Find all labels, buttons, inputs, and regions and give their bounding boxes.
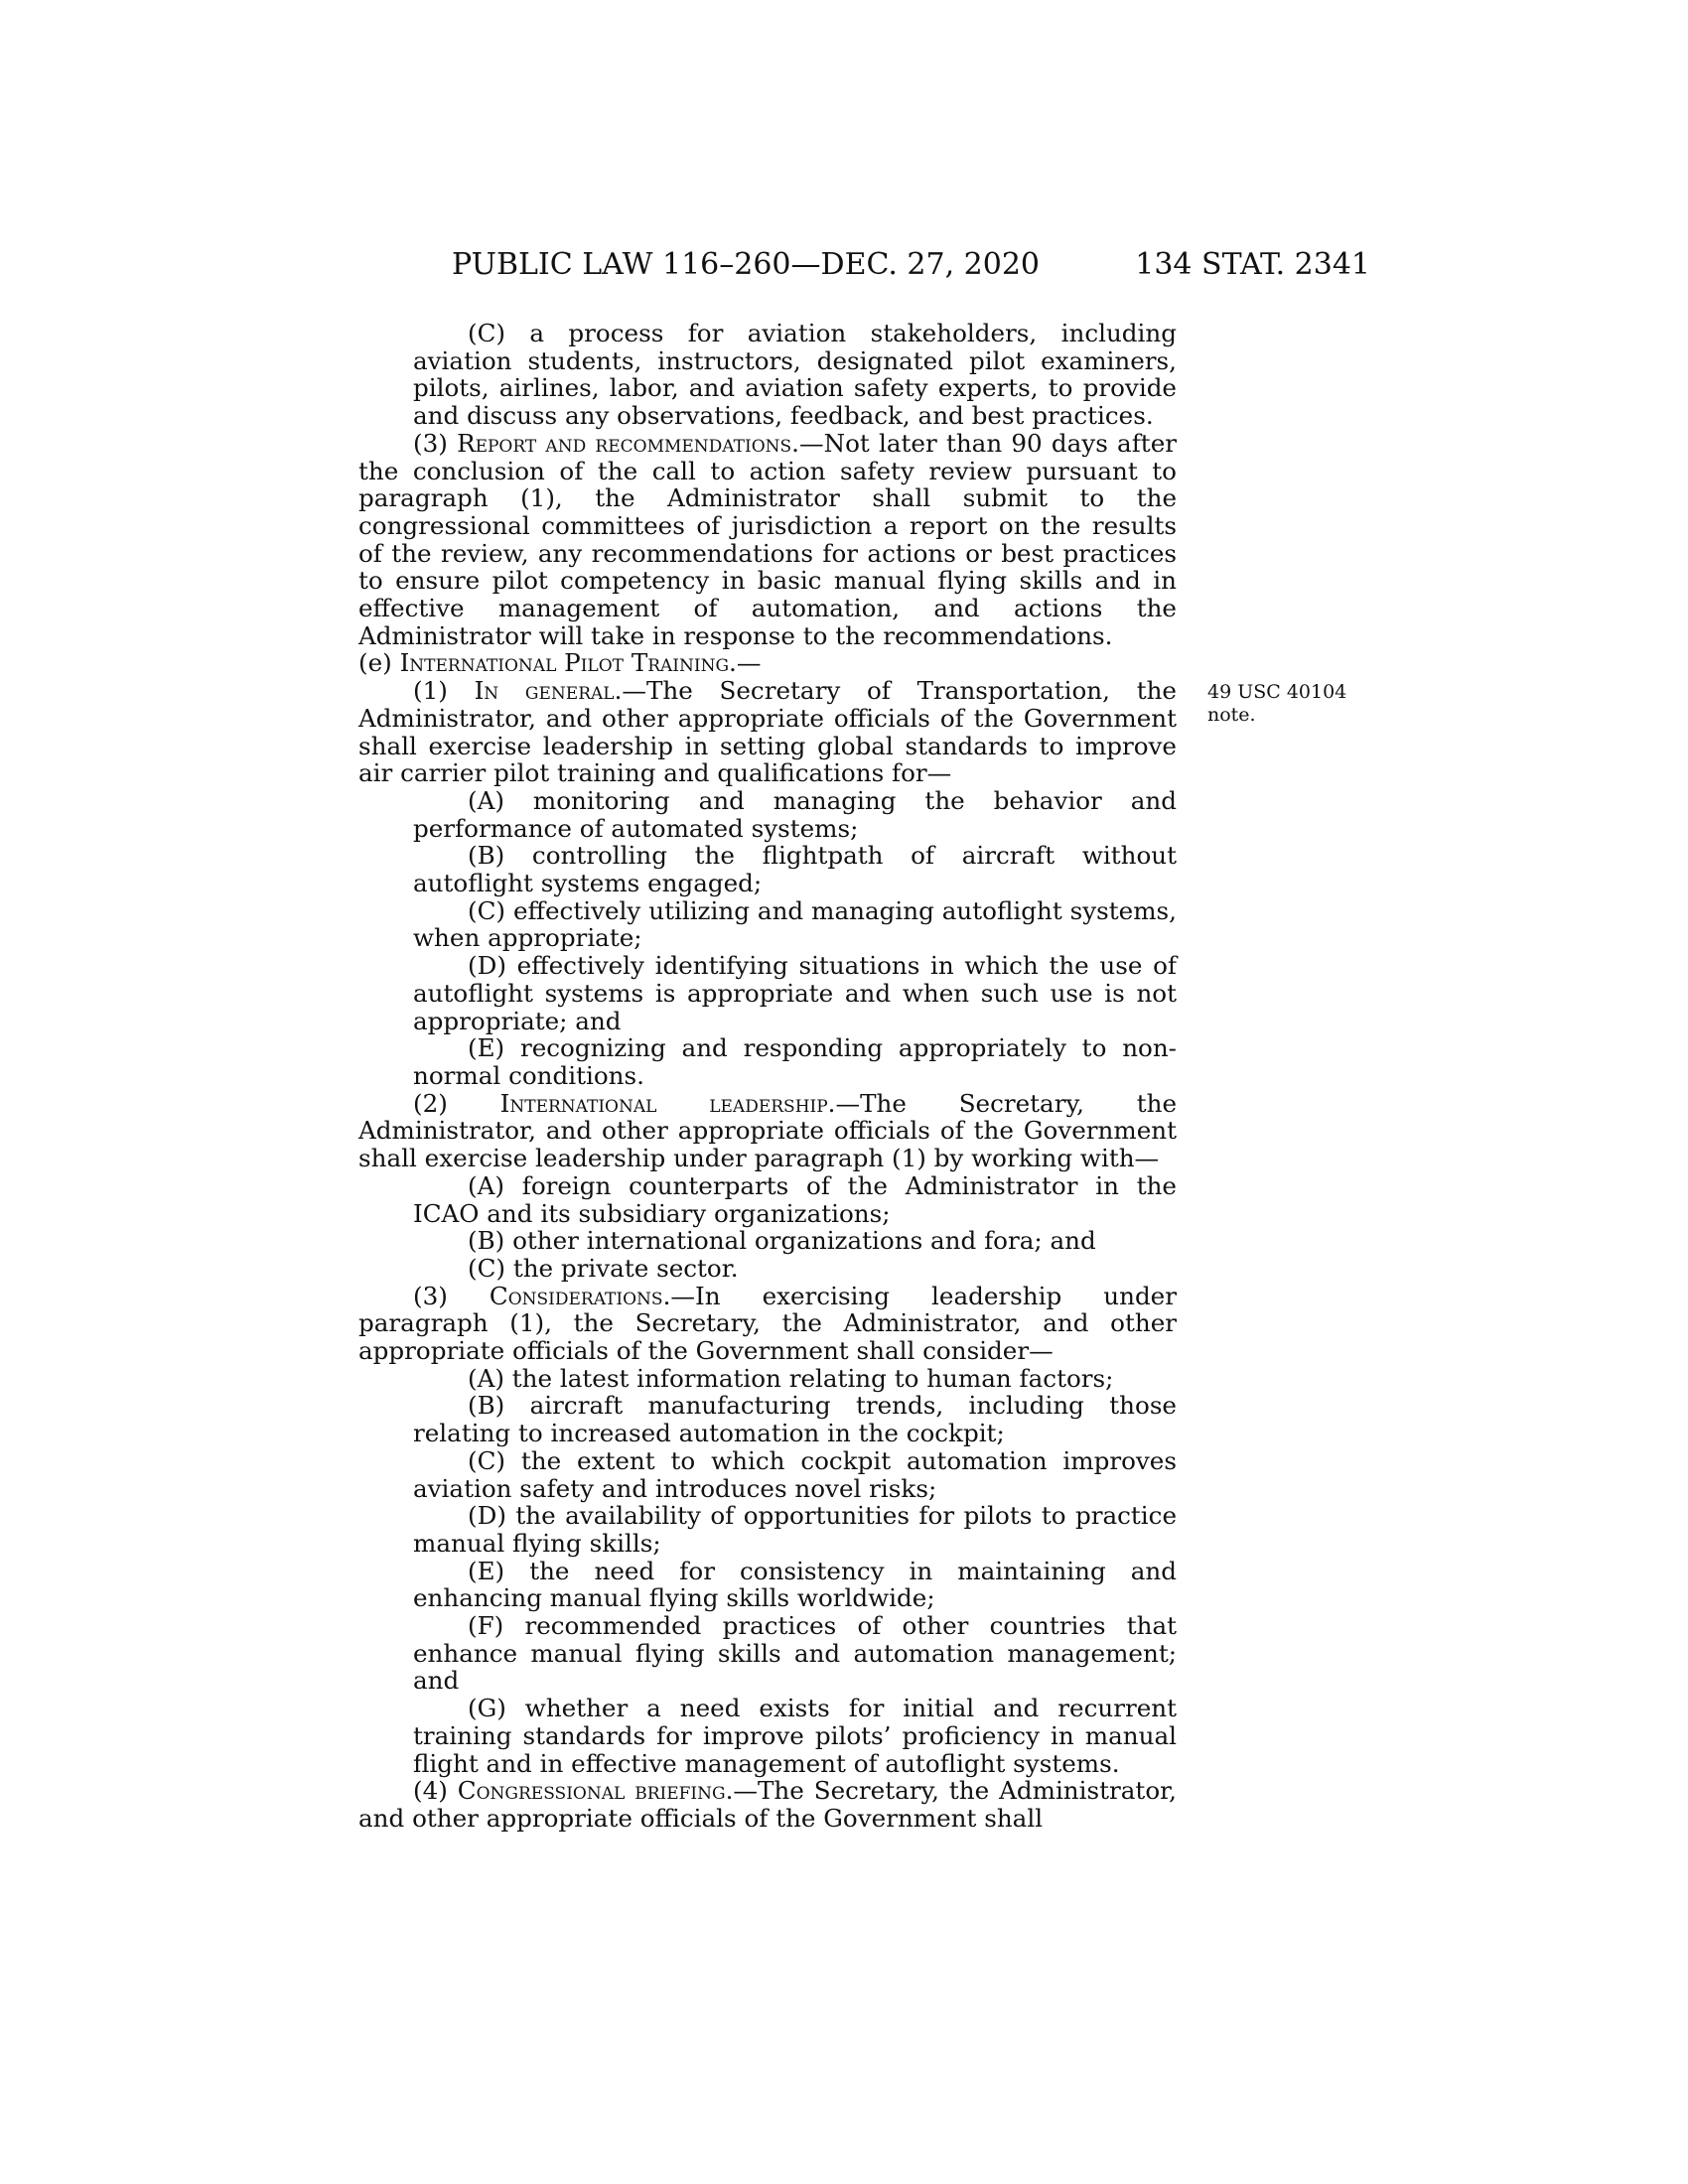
paragraph-number: (3) (413, 1281, 490, 1310)
paragraph-text: (C) the private sector. (468, 1253, 739, 1283)
paragraph-text: (D) the availability of opportunities for pilots to practice manual flying skills; (413, 1501, 1177, 1558)
statute-paragraph (358, 897, 1177, 952)
paragraph-text: (B) controlling the flightpath of aircraft without autoflight systems engaged; (413, 841, 1177, 898)
paragraph-text: (A) monitoring and managing the behavior and performance of automated systems; (413, 785, 1177, 843)
statute-paragraph (358, 1365, 1177, 1393)
statute-paragraph (358, 677, 1177, 787)
stat-page-number: 134 STAT. 2341 (1135, 247, 1370, 282)
paragraph-text: (D) effectively identifying situations in which the use of autoflight systems is appropriate and when such use is not appropriate; and (413, 951, 1177, 1035)
paragraph-number: (2) (413, 1088, 500, 1118)
paragraph-text: (C) a process for aviation stakeholders, including aviation students, instructors, designated pilot examiners, pilots, airlines, labor, and aviation safety experts, to provide and discuss any observations, feedback, and best practices. (413, 319, 1177, 431)
paragraph-text: (C) effectively utilizing and managing autoflight systems, when appropriate; (413, 895, 1177, 953)
paragraph-text: (E) recognizing and responding appropriately to non-normal conditions. (413, 1033, 1177, 1090)
paragraph-number: (4) (413, 1776, 458, 1806)
paragraph-text: (B) other international organizations and fora; and (468, 1226, 1096, 1256)
paragraph-text: —The Secretary, the Administrator, and other appropriate officials of the Government shall exercise leadership under paragraph (1) by working with— (358, 1088, 1177, 1173)
statute-paragraph (358, 1777, 1177, 1832)
statute-paragraph (358, 430, 1177, 650)
paragraph-text: (B) aircraft manufacturing trends, including those relating to increased automation in the cockpit; (413, 1391, 1177, 1448)
statute-paragraph (358, 1090, 1177, 1172)
statute-paragraph (358, 1034, 1177, 1089)
paragraph-text: —The Secretary of Transportation, the Administrator, and other appropriate officials of the Government shall exercise leadership in setting global standards to improve air carrier pilot training and qualifications for— (358, 676, 1177, 788)
statute-paragraph (358, 1283, 1177, 1365)
paragraph-heading: International Pilot Training. (399, 648, 737, 678)
paragraph-text: (A) foreign counterparts of the Administrator in the ICAO and its subsidiary organizations; (413, 1170, 1177, 1228)
paragraph-text: (G) whether a need exists for initial and recurrent training standards for improve pilots’ proficiency in manual flight and in effective management of autoflight systems. (413, 1694, 1177, 1778)
statute-paragraph (358, 1695, 1177, 1777)
paragraph-heading: In general. (474, 676, 623, 706)
statute-paragraph (358, 1227, 1177, 1255)
paragraph-number: (3) (413, 428, 458, 458)
paragraph-text: (E) the need for consistency in maintaining and enhancing manual flying skills worldwide; (413, 1556, 1177, 1613)
statute-body (358, 320, 1177, 1833)
paragraph-text: — (736, 648, 762, 678)
statute-paragraph (358, 842, 1177, 896)
statute-paragraph (358, 787, 1177, 842)
margin-note (1207, 681, 1346, 727)
paragraph-text: (C) the extent to which cockpit automation improves aviation safety and introduces novel risks; (413, 1445, 1177, 1503)
law-citation: PUBLIC LAW 116–260—DEC. 27, 2020 (452, 247, 1041, 282)
paragraph-heading: International leadership. (499, 1088, 836, 1118)
statute-paragraph (358, 1558, 1177, 1612)
statute-paragraph (358, 1612, 1177, 1695)
paragraph-text: —Not later than 90 days after the conclusion of the call to action safety review pursuant to paragraph (1), the Administrator shall submit to the congressional committees of jurisdiction a report on the results of the review, any recommendations for actions or best practices to ensure pilot competency in basic manual flying skills and in effective management of automation, and actions the Administrator will take in response to the recommendations. (358, 428, 1177, 650)
statute-paragraph (358, 1447, 1177, 1502)
statute-paragraph (358, 1502, 1177, 1557)
page-header (452, 247, 1370, 287)
statute-paragraph (358, 1255, 1177, 1283)
paragraph-number: (e) (358, 648, 400, 678)
statute-paragraph (358, 320, 1177, 430)
paragraph-text: (A) the latest information relating to human factors; (468, 1363, 1114, 1393)
paragraph-number: (1) (413, 676, 475, 706)
paragraph-text: —In exercising leadership under paragraph (1), the Secretary, the Administrator, and other appropriate officials of the Government shall consider— (358, 1281, 1177, 1366)
paragraph-heading: Congressional briefing. (457, 1776, 734, 1806)
statute-paragraph (358, 1392, 1177, 1446)
statute-paragraph (358, 1172, 1177, 1227)
paragraph-text: —The Secretary, the Administrator, and other appropriate officials of the Government shall (358, 1776, 1177, 1833)
statute-paragraph (358, 649, 1177, 677)
paragraph-text: (F) recommended practices of other countries that enhance manual flying skills and automation management; and (413, 1611, 1177, 1696)
margin-note-suffix: note. (1207, 704, 1256, 726)
paragraph-heading: Considerations. (489, 1281, 671, 1310)
paragraph-heading: Report and recommendations. (457, 428, 799, 458)
margin-note-citation: 49 USC 40104 (1207, 681, 1347, 703)
statute-paragraph (358, 952, 1177, 1034)
